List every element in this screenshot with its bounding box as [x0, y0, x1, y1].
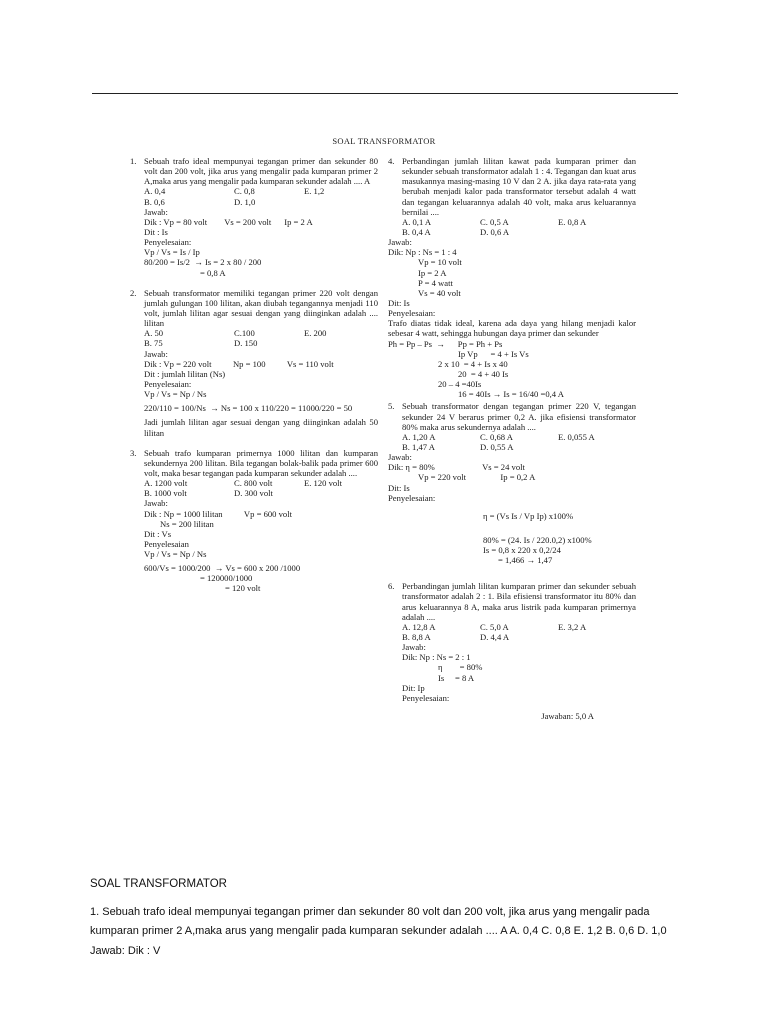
option: E. 0,8 A [558, 216, 587, 227]
answer-line: Penyelesaian: [144, 378, 192, 389]
answer-line: Dit : Vs [144, 528, 172, 539]
question-1 [130, 156, 378, 278]
answer-line: Dik : Vp = 220 volt Np = 100 Vs = 110 volt [144, 358, 334, 369]
answer-line: Vs = 40 volt [418, 287, 461, 298]
question-number: 1. [130, 156, 137, 166]
option: E. 0,055 A [558, 431, 595, 442]
option: B. 0,4 A [402, 226, 431, 237]
option: D. 150 [234, 338, 258, 349]
answer-line: Penyelesaian: [402, 692, 450, 703]
answer-line: Dik : Np = 1000 lilitan Vp = 600 volt [144, 508, 292, 519]
answer-line: Ph = Pp – Ps → Pp = Ph + Ps [388, 338, 503, 349]
answer-line: Dik: Np : Ns = 1 : 4 [388, 247, 457, 258]
question-number: 4. [388, 156, 395, 166]
option: A. 50 [144, 328, 164, 339]
question-2 [130, 288, 378, 438]
option: C. 800 volt [234, 478, 273, 489]
answer-line: Jawab: [144, 206, 168, 217]
question-5 [388, 401, 636, 565]
formula-line: 80% = (24. Is / 220.0,2) x100% [483, 534, 592, 545]
answer-line: Penyelesaian [144, 538, 189, 549]
option: E. 3,2 A [558, 621, 587, 632]
answer-line: Dik : Vp = 80 volt Vs = 200 volt Ip = 2 A [144, 216, 313, 227]
option: A. 0,1 A [402, 216, 432, 227]
option: D. 300 volt [234, 488, 273, 499]
question-number: 6. [388, 581, 395, 592]
excerpt-title: SOAL TRANSFORMATOR [90, 878, 227, 890]
answer-line: = 120000/1000 [200, 573, 253, 584]
answer-line: 16 = 40Is → Is = 16/40 =0,4 A [458, 389, 564, 400]
option: B. 75 [144, 338, 163, 349]
options [130, 328, 378, 348]
question-text: Sebuah trafo ideal mempunyai tegangan primer dan sekunder 80 volt dan 200 volt, jika arus yang mengalir pada kumparan primer 2 A,maka arus yang mengalir pada kumparan sekunder adalah .... A [144, 156, 378, 187]
left-column [130, 156, 378, 604]
question-text: Perbandingan jumlah lilitan kawat pada kumparan primer dan sekunder sebuah transformator adalah 1 : 4. Tegangan dan kuat arus masukannya masing-masing 10 V dan 2 A. jika daya rata-rata yang berubah menjadi kalor pada transformator tersebut adalah 4 watt dan tegangan keluarannya adalah 40 volt, maka arus keluarannya bernilai .... [402, 156, 636, 217]
excerpt-text: 1. Sebuah trafo ideal mempunyai tegangan primer dan sekunder 80 volt dan 200 volt, jika arus yang mengalir pada kumparan primer 2 A,maka arus yang mengalir pada kumparan sekunder adalah .... A A. 0,4 C. 0,8 E. 1,2 B. 0,6 D. 1,0 Jawab: Dik : V [90, 906, 667, 957]
question-3 [130, 448, 378, 594]
options [130, 478, 378, 498]
answer-line: Jadi jumlah lilitan agar sesuai dengan yang diinginkan adalah 50 lilitan [144, 417, 378, 438]
answer-line: Penyelesaian: [388, 492, 436, 503]
option: B. 0,6 [144, 196, 165, 207]
question-6 [388, 581, 636, 721]
answer-line: η = 80% [438, 662, 483, 673]
answer-line: Penyelesaian: [144, 237, 192, 248]
answer-line: Ip Vp = 4 + Is Vs [458, 348, 529, 359]
option: A. 0,4 [144, 186, 166, 197]
right-column [388, 156, 636, 731]
question-text: Perbandingan jumlah lilitan kumparan primer dan sekunder sebuah transformator adalah 2 : 1. Bila efisiensi transformator itu 80% dan arus keluarannya 8 A, maka arus listrik pada kumparan primernya adalah .... [402, 581, 636, 622]
answer-line: Dik: Np : Ns = 2 : 1 [402, 652, 471, 663]
option: B. 1000 volt [144, 488, 187, 499]
answer-line: Vp = 10 volt [418, 257, 462, 268]
answer-line: = 1,466 → 1,47 [498, 555, 553, 566]
question-text: Sebuah transformator dengan tegangan primer 220 V, tegangan sekunder 24 V berarus primer 0,2 A. jika efisiensi transformator 80% maka arus sekundernya adalah .... [402, 401, 636, 432]
question-number: 3. [130, 447, 137, 458]
answer-line: Jawab: [144, 348, 168, 359]
answer-line: Jawab: [144, 498, 168, 509]
answer-line: Jawab: [388, 452, 412, 463]
option: D. 1,0 [234, 196, 256, 207]
answer-line: Penyelesaian: [388, 308, 436, 319]
options [388, 432, 636, 452]
question-text: Sebuah transformator memiliki tegangan primer 220 volt dengan jumlah gulungan 100 lilitan, akan diubah tegangannya menjadi 110 volt, jumlah lilitan agar sesuai dengan yang diinginkan adalah .... lilitan [144, 287, 378, 329]
option: D. 4,4 A [480, 632, 510, 643]
answer-line: Vp / Vs = Np / Ns [144, 549, 207, 560]
options [388, 622, 636, 642]
option: A. 1200 volt [144, 478, 188, 489]
answer-line: Vp / Vs = Np / Ns [144, 389, 207, 400]
answer-line: Dit : Is [144, 226, 168, 237]
option: E. 120 volt [304, 478, 342, 489]
option: B. 1,47 A [402, 441, 435, 452]
options [388, 217, 636, 237]
option: D. 0,55 A [480, 441, 514, 452]
answer-line: 20 – 4 =40Is [438, 379, 482, 390]
option: E. 200 [304, 328, 327, 339]
question-4 [388, 156, 636, 399]
answer-line: Is = 8 A [438, 672, 475, 683]
answer-line: Dik: η = 80% Vs = 24 volt [388, 462, 525, 473]
answer-line: Trafo diatas tidak ideal, karena ada daya yang hilang menjadi kalor sebesar 4 watt, sehingga hubungan daya primer dan sekunder [388, 318, 636, 339]
answer-line: Dit: Is [388, 297, 410, 308]
answer-line: Jawab: [388, 237, 412, 248]
answer-line: Ns = 200 lilitan [160, 518, 214, 529]
final-answer: Jawaban: 5,0 A [541, 711, 594, 722]
answer-line: 220/110 = 100/Ns → Ns = 100 x 110/220 = 11000/220 = 50 [144, 403, 353, 414]
answer-line: 600/Vs = 1000/200 → Vs = 600 x 200 /1000 [144, 563, 301, 574]
options [130, 186, 378, 206]
option: A. 12,8 A [402, 621, 436, 632]
answer-line: 20 = 4 + 40 Is [458, 368, 509, 379]
option: A. 1,20 A [402, 431, 436, 442]
question-text: Sebuah trafo kumparan primernya 1000 lilitan dan kumparan sekundernya 200 lilitan. Bila tegangan bolak-balik pada primer 600 volt, maka besar tegangan pada kumparan sekunder adalah .... [144, 447, 378, 478]
answer-line: 2 x 10 = 4 + Is x 40 [438, 358, 508, 369]
page-title: SOAL TRANSFORMATOR [332, 136, 436, 146]
answer-line: = 0,8 A [200, 267, 226, 278]
option: C. 0,5 A [480, 216, 509, 227]
option: C. 0,68 A [480, 431, 513, 442]
answer-line: Vp / Vs = Is / Ip [144, 247, 200, 258]
option: C. 0,8 [234, 186, 255, 197]
option: B. 8,8 A [402, 632, 431, 643]
answer-line: Dit: Is [388, 482, 410, 493]
answer-line: Ip = 2 A [418, 267, 447, 278]
answer-line: P = 4 watt [418, 277, 453, 288]
question-number: 2. [130, 287, 137, 298]
option: D. 0,6 A [480, 226, 510, 237]
answer-line: Dit : jumlah lilitan (Ns) [144, 368, 226, 379]
answer-line: Is = 0,8 x 220 x 0,2/24 [483, 545, 561, 556]
question-number: 5. [388, 401, 395, 412]
option: E. 1,2 [304, 186, 325, 197]
formula-line: η = (Vs Is / Vp Ip) x100% [483, 510, 574, 521]
option: C. 5,0 A [480, 621, 509, 632]
text-excerpt [90, 878, 680, 961]
option: C.100 [234, 328, 255, 339]
answer-line: 80/200 = Is/2 → Is = 2 x 80 / 200 [144, 257, 262, 268]
answer-line: = 120 volt [225, 583, 261, 594]
answer-line: Jawab: [402, 642, 426, 653]
answer-line: Vp = 220 volt Ip = 0,2 A [418, 472, 536, 483]
top-rule [92, 93, 678, 94]
answer-line: Dit: Ip [402, 682, 425, 693]
